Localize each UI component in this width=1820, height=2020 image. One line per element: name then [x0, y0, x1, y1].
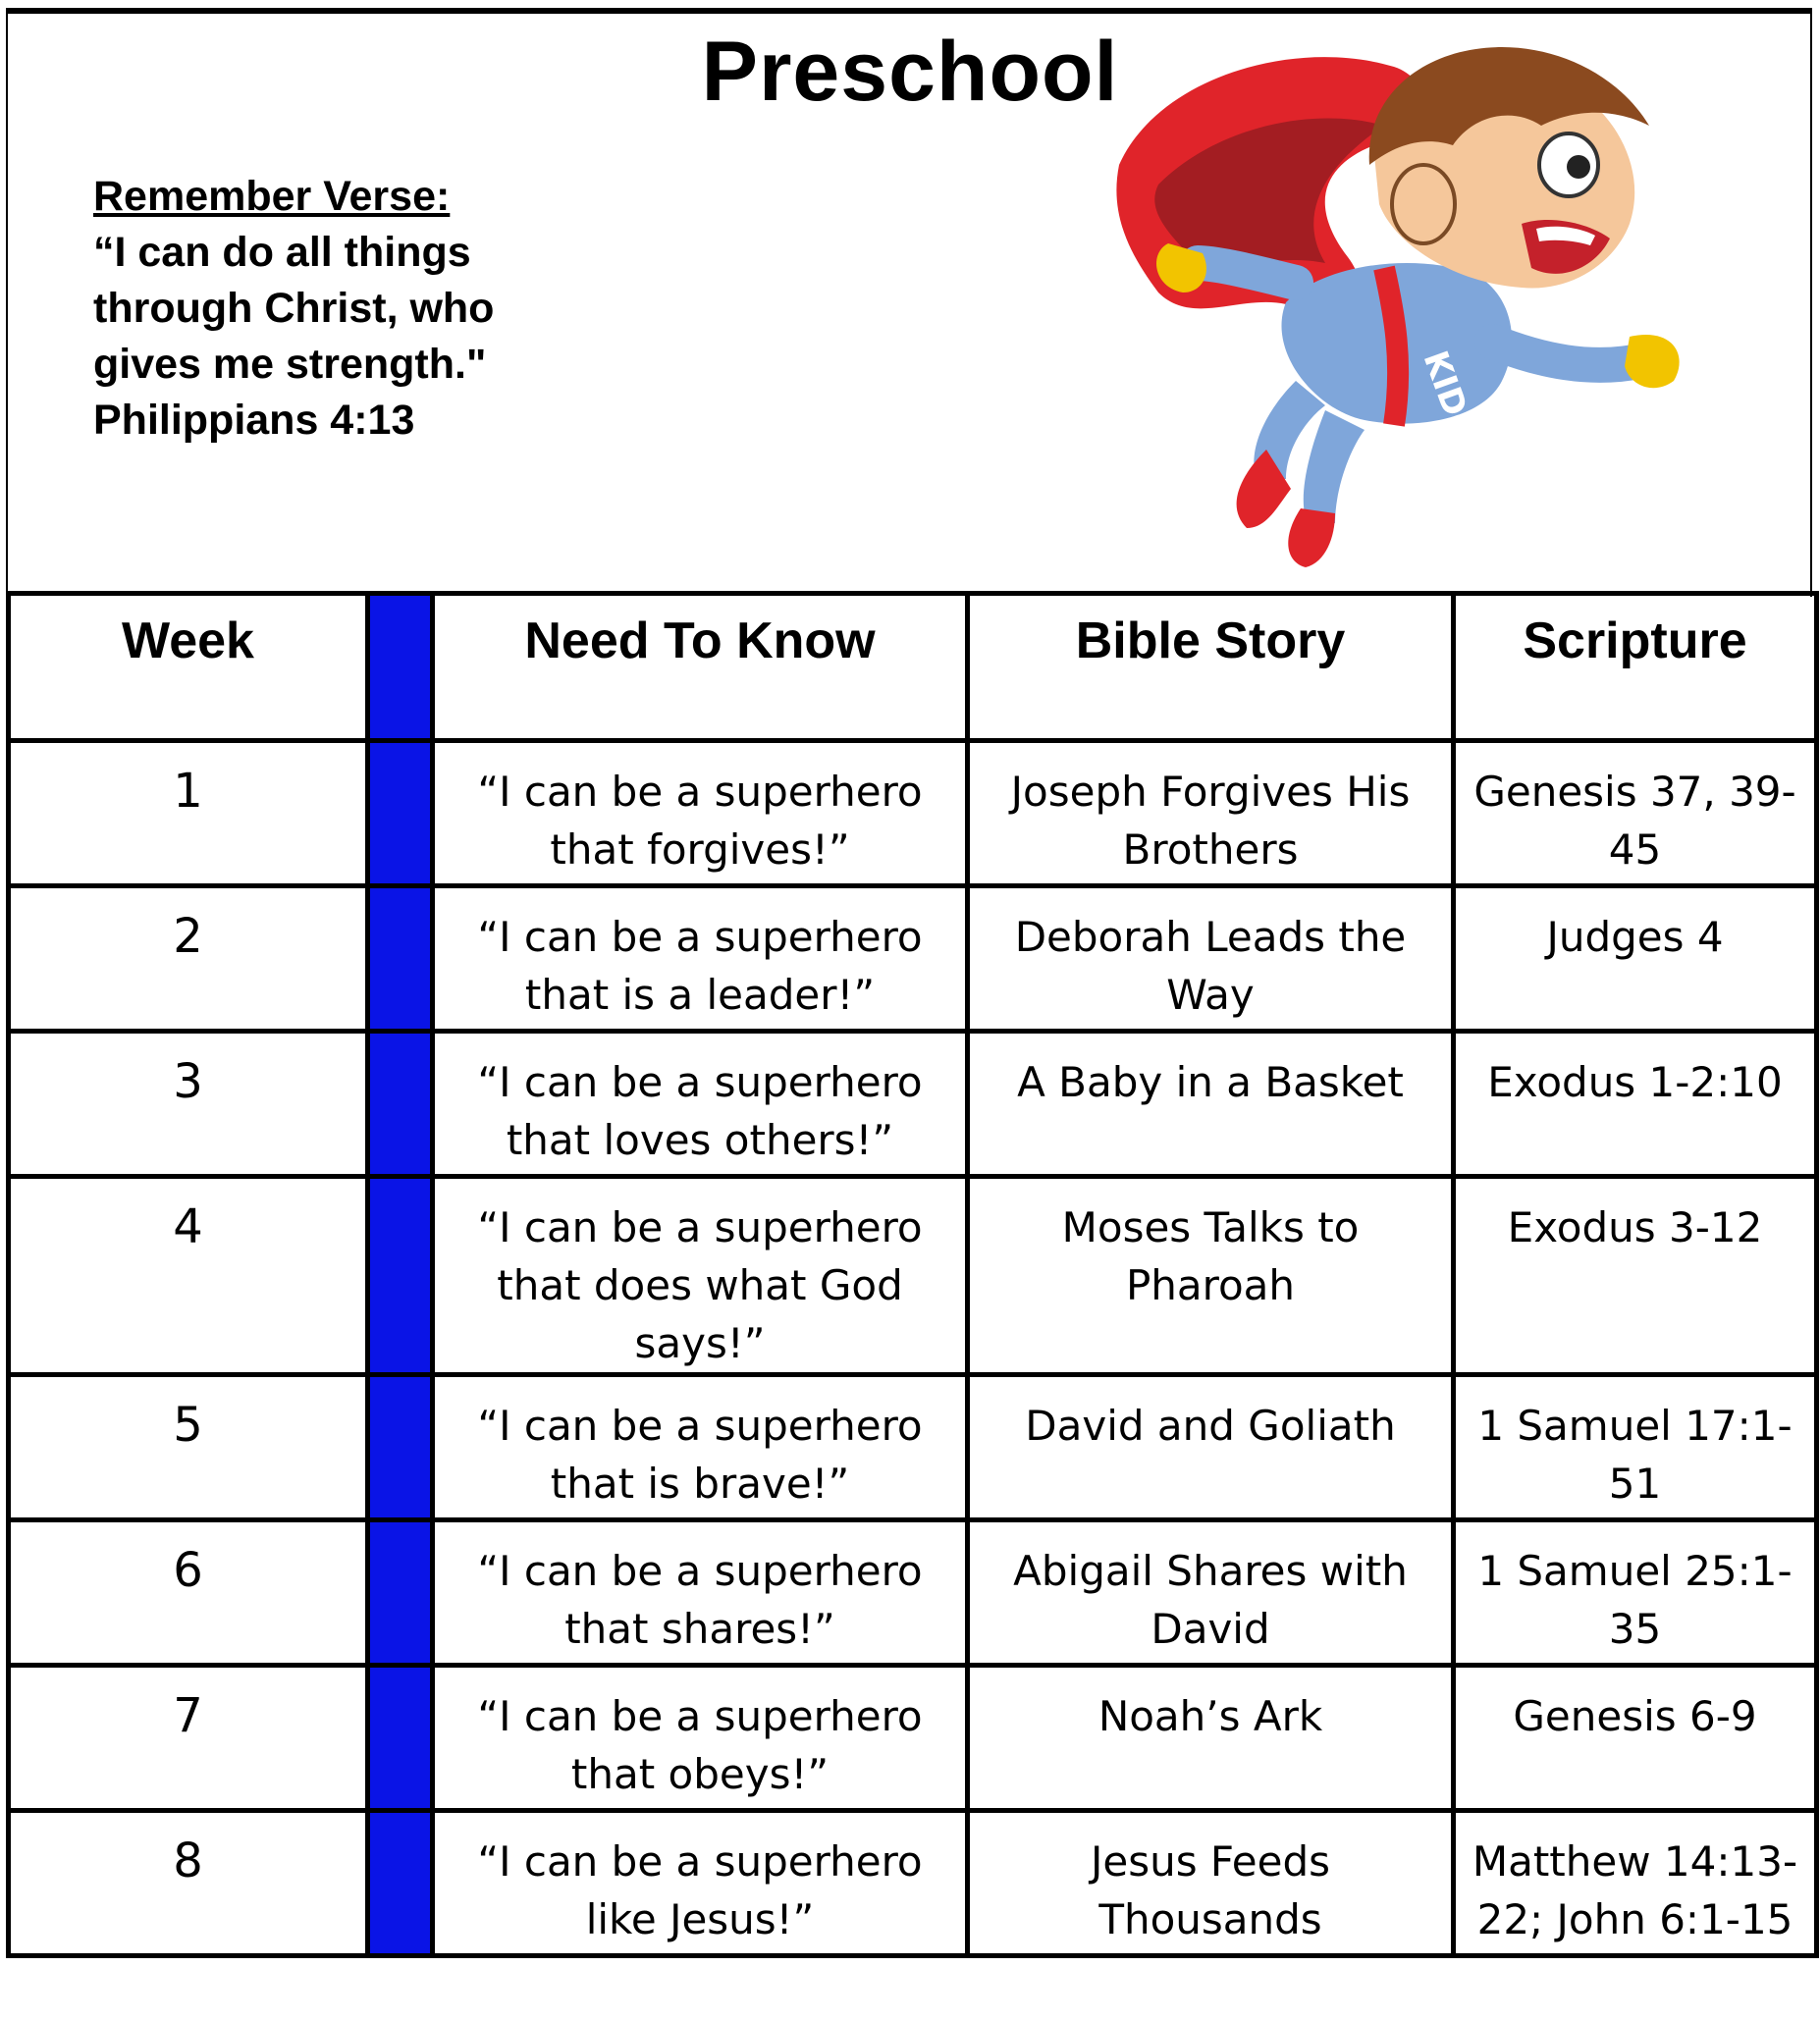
need-cell: “I can be a superhero that is brave!”	[433, 1375, 968, 1520]
blue-column-cell	[368, 1177, 433, 1375]
blue-column-cell	[368, 741, 433, 886]
week-cell: 2	[9, 886, 368, 1032]
story-cell: Noah’s Ark	[968, 1666, 1454, 1811]
scripture-cell: Genesis 37, 39- 45	[1454, 741, 1817, 886]
story-cell: Moses Talks to Pharoah	[968, 1177, 1454, 1375]
table-row	[9, 1520, 1817, 1666]
table-row	[9, 1032, 1817, 1177]
need-cell: “I can be a superhero like Jesus!”	[433, 1811, 968, 1956]
story-cell: David and Goliath	[968, 1375, 1454, 1520]
need-cell: “I can be a superhero that obeys!”	[433, 1666, 968, 1811]
table-row	[9, 1666, 1817, 1811]
scripture-cell: Exodus 3-12	[1454, 1177, 1817, 1375]
need-cell: “I can be a superhero that shares!”	[433, 1520, 968, 1666]
header-bible-story: Bible Story	[968, 594, 1454, 741]
scripture-cell: 1 Samuel 17:1- 51	[1454, 1375, 1817, 1520]
story-cell: Abigail Shares with David	[968, 1520, 1454, 1666]
need-cell: “I can be a superhero that loves others!”	[433, 1032, 968, 1177]
week-cell: 6	[9, 1520, 368, 1666]
page-title: Preschool	[701, 25, 1119, 119]
verse-label: Remember Verse:	[93, 173, 451, 220]
remember-verse	[93, 169, 604, 449]
week-cell: 3	[9, 1032, 368, 1177]
week-cell: 7	[9, 1666, 368, 1811]
need-cell: “I can be a superhero that is a leader!”	[433, 886, 968, 1032]
table-row	[9, 886, 1817, 1032]
blue-column-cell	[368, 886, 433, 1032]
table-row	[9, 1811, 1817, 1956]
scripture-cell: Genesis 6-9	[1454, 1666, 1817, 1811]
table-row	[9, 1375, 1817, 1520]
week-cell: 8	[9, 1811, 368, 1956]
week-cell: 5	[9, 1375, 368, 1520]
table-row	[9, 741, 1817, 886]
need-cell: “I can be a superhero that does what God says!”	[433, 1177, 968, 1375]
verse-line-3: gives me strength."	[93, 341, 487, 388]
schedule-table	[6, 591, 1819, 1958]
need-cell: “I can be a superhero that forgives!”	[433, 741, 968, 886]
verse-reference: Philippians 4:13	[93, 397, 415, 444]
blue-column-cell	[368, 1375, 433, 1520]
header-scripture: Scripture	[1454, 594, 1817, 741]
header-need-to-know: Need To Know	[433, 594, 968, 741]
header-week: Week	[9, 594, 368, 741]
week-cell: 1	[9, 741, 368, 886]
story-cell: Deborah Leads the Way	[968, 886, 1454, 1032]
blue-column-cell	[368, 1032, 433, 1177]
story-cell: Jesus Feeds Thousands	[968, 1811, 1454, 1956]
blue-column-header	[368, 594, 433, 741]
scripture-cell: 1 Samuel 25:1- 35	[1454, 1520, 1817, 1666]
verse-line-2: through Christ, who	[93, 285, 495, 332]
table-row	[9, 1177, 1817, 1375]
blue-column-cell	[368, 1811, 433, 1956]
verse-line-1: “I can do all things	[93, 229, 471, 276]
scripture-cell: Matthew 14:13- 22; John 6:1-15	[1454, 1811, 1817, 1956]
table-header-row	[9, 594, 1817, 741]
scripture-cell: Judges 4	[1454, 886, 1817, 1032]
shirt-text: KIDS	[1415, 346, 1483, 445]
superhero-kid-illustration	[1099, 18, 1787, 587]
story-cell: Joseph Forgives His Brothers	[968, 741, 1454, 886]
blue-column-cell	[368, 1520, 433, 1666]
blue-column-cell	[368, 1666, 433, 1811]
scripture-cell: Exodus 1-2:10	[1454, 1032, 1817, 1177]
week-cell: 4	[9, 1177, 368, 1375]
story-cell: A Baby in a Basket	[968, 1032, 1454, 1177]
